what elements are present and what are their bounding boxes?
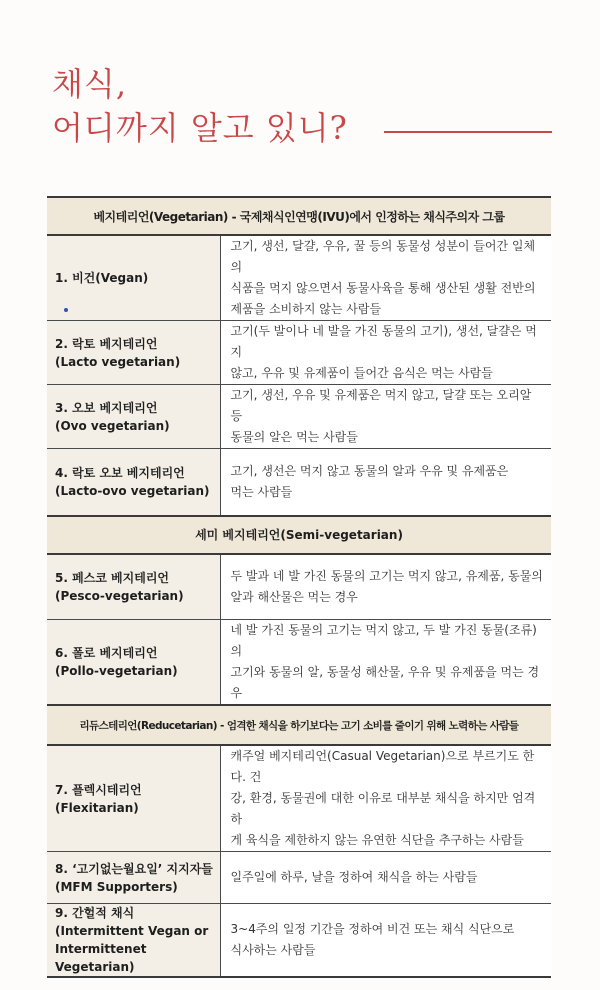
- type-name-line: (Lacto vegetarian): [55, 354, 181, 369]
- type-name-line: (Lacto-ovo vegetarian): [55, 483, 210, 498]
- table-row: [47, 554, 551, 620]
- description-line: 캐주얼 베지테리언(Casual Vegetarian)으로 부르기도 한다. 건: [230, 749, 535, 784]
- type-name-line: (MFM Supporters): [55, 879, 178, 894]
- type-name: [47, 852, 220, 904]
- description-line: 알과 해산물은 먹는 경우: [230, 589, 358, 604]
- type-name-line: 7. 플렉시테리언: [55, 782, 142, 797]
- type-name: [47, 449, 220, 516]
- description-line: 게 육식을 제한하지 않는 유연한 식단을 추구하는 사람들: [230, 833, 524, 847]
- type-name-line: (Pesco-vegetarian): [55, 588, 184, 603]
- type-name-line: 8. ‘고기없는월요일’ 지지자들: [55, 861, 213, 876]
- type-name-line: 1. 비건(Vegan): [55, 271, 149, 285]
- table-row: [47, 745, 551, 852]
- type-name: [47, 385, 220, 449]
- type-name: [47, 321, 220, 385]
- section-header-row: [47, 197, 551, 235]
- type-name: [47, 904, 220, 978]
- type-name-line: 5. 페스코 베지테리언: [55, 570, 170, 585]
- type-name-line: 3. 오보 베지테리언: [55, 400, 158, 415]
- type-description: [220, 554, 551, 620]
- type-description: [220, 321, 551, 385]
- description-line: 제품을 소비하지 않는 사람들: [230, 302, 382, 316]
- type-name-line: (Intermittent Vegan or: [55, 924, 209, 938]
- description-line: 고기, 생선, 달걀, 우유, 꿀 등의 동물성 성분이 들어간 일체의: [230, 239, 536, 274]
- table-row: [47, 904, 551, 978]
- description-line: 고기, 생선은 먹지 않고 동물의 알과 우유 및 유제품은: [230, 463, 509, 478]
- type-description: [220, 449, 551, 516]
- section-header: 베지테리언(Vegetarian) - 국제채식인연맹(IVU)에서 인정하는 채식주의자 그룹: [47, 197, 551, 235]
- description-line: 식품을 먹지 않으면서 동물사육을 통해 생산된 생활 전반의: [230, 281, 536, 295]
- type-name-line: 9. 간헐적 채식: [55, 906, 135, 920]
- table-row: [47, 449, 551, 516]
- table-row: [47, 321, 551, 385]
- description-line: 고기와 동물의 알, 동물성 해산물, 우유 및 유제품을 먹는 경우: [230, 665, 540, 700]
- type-name-line: Intermittenet Vegetarian): [55, 942, 147, 974]
- title-line-1: 채식,: [52, 65, 127, 103]
- vegetarian-types-table: [47, 196, 551, 978]
- type-name-line: 6. 폴로 베지테리언: [55, 646, 158, 660]
- type-description: [220, 385, 551, 449]
- table-row: [47, 852, 551, 904]
- section-header: 리듀스테리언(Reducetarian) - 엄격한 채식을 하기보다는 고기 소비를 줄이기 위해 노력하는 사람들: [47, 705, 551, 745]
- title-rule: [384, 131, 552, 133]
- description-line: 고기(두 발이나 네 발을 가진 동물의 고기), 생선, 달걀은 먹지: [230, 324, 537, 359]
- type-name: [47, 235, 220, 321]
- table-row: [47, 235, 551, 321]
- type-name-line: 2. 락토 베지테리언: [55, 336, 158, 351]
- page-title: [52, 62, 348, 150]
- section-header: 세미 베지테리언(Semi-vegetarian): [47, 516, 551, 554]
- type-name-line: (Pollo-vegetarian): [55, 664, 178, 678]
- description-line: 두 발과 네 발 가진 동물의 고기는 먹지 않고, 유제품, 동물의: [230, 568, 543, 583]
- type-name: [47, 554, 220, 620]
- description-line: 3~4주의 일정 기간을 정하여 비건 또는 채식 식단으로: [230, 922, 515, 936]
- bullet-dot: [64, 308, 68, 312]
- type-name-line: (Ovo vegetarian): [55, 418, 170, 433]
- title-line-2: 어디까지 알고 있니?: [52, 109, 348, 147]
- type-name-line: (Flexitarian): [55, 800, 139, 815]
- type-name: [47, 745, 220, 852]
- section-header-row: [47, 705, 551, 745]
- type-description: [220, 904, 551, 978]
- description-line: 강, 환경, 동물권에 대한 이유로 대부분 채식을 하지만 엄격하: [230, 791, 536, 826]
- description-line: 동물의 알은 먹는 사람들: [230, 430, 358, 444]
- description-line: 먹는 사람들: [230, 484, 293, 499]
- description-line: 않고, 우유 및 유제품이 들어간 음식은 먹는 사람들: [230, 366, 493, 380]
- type-description: [220, 235, 551, 321]
- description-line: 고기, 생선, 우유 및 유제품은 먹지 않고, 달걀 또는 오리알 등: [230, 388, 532, 423]
- type-name-line: 4. 락토 오보 베지테리언: [55, 465, 185, 480]
- table-row: [47, 385, 551, 449]
- section-header-row: [47, 516, 551, 554]
- description-line: 네 발 가진 동물의 고기는 먹지 않고, 두 발 가진 동물(조류)의: [230, 623, 537, 658]
- table-row: [47, 620, 551, 706]
- type-description: [220, 745, 551, 852]
- description-line: 식사하는 사람들: [230, 943, 316, 957]
- description-line: 일주일에 하루, 날을 정하여 채식을 하는 사람들: [230, 870, 478, 884]
- type-description: [220, 620, 551, 706]
- type-name: [47, 620, 220, 706]
- type-description: [220, 852, 551, 904]
